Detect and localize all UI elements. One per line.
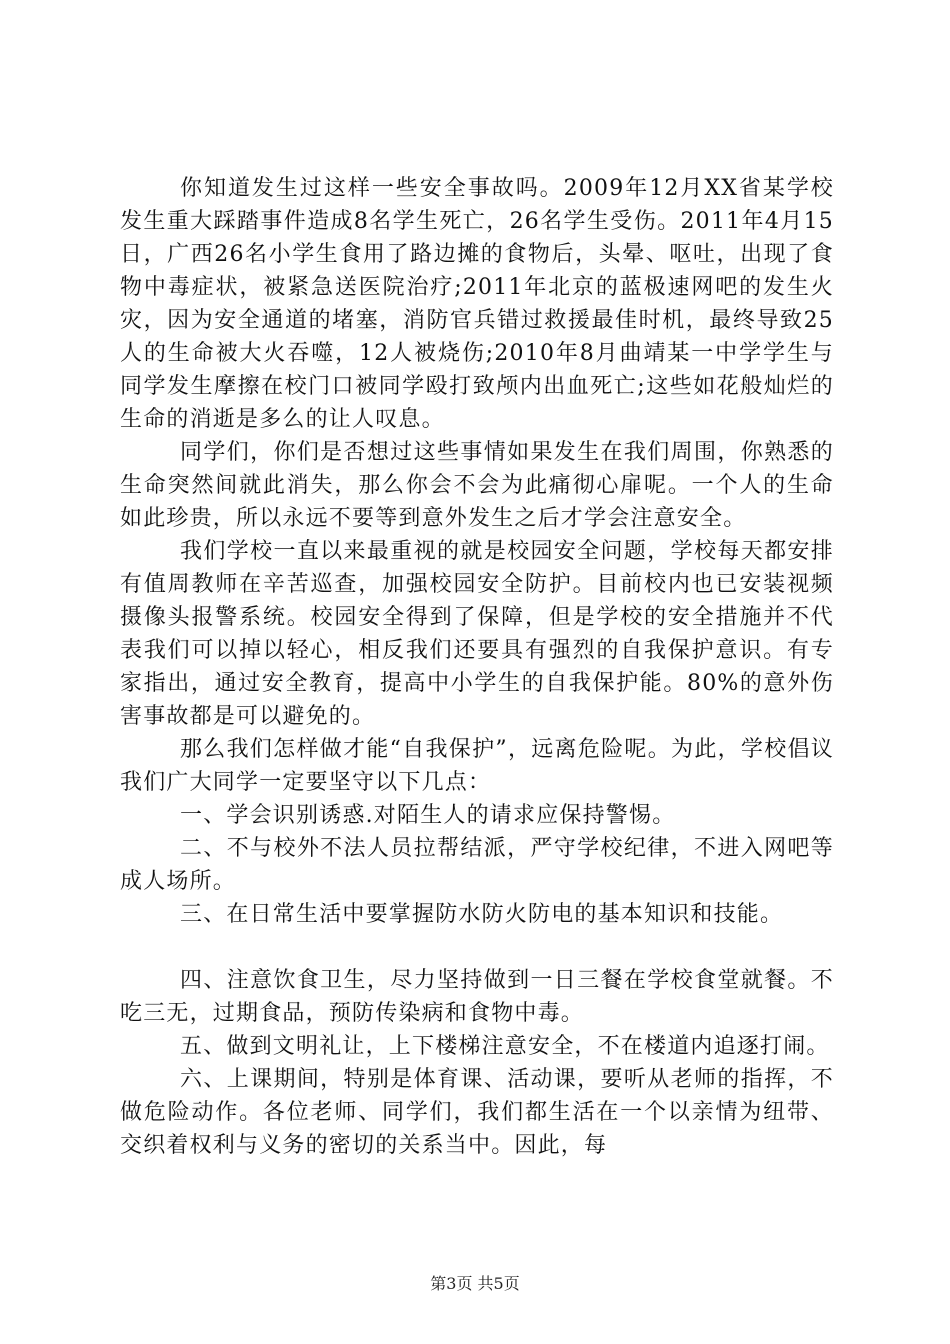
list-item-2: 二、不与校外不法人员拉帮结派，严守学校纪律，不进入网吧等成人场所。 xyxy=(120,836,834,894)
paragraph-safety-incidents: 你知道发生过这样一些安全事故吗。2009年12月XX省某学校发生重大踩踏事件造成8名学生死亡，26名学生受伤。2011年4月15日，广西26名小学生食用了路边摊的食物后，头晕、呕吐，出现了食物中毒症状，被紧急送医院治疗;2011年北京的蓝极速网吧的发生火灾，因为安全通道的堵塞，消防官兵错过救援最佳时机，最终导致25人的生命被大火吞噬，12人被烧伤;2010年8月曲靖某一中学学生与同学发生摩擦在校门口被同学殴打致颅内出血死亡;这些如花般灿烂的生命的消逝是多么的让人叹息。 xyxy=(120,176,834,432)
paragraph-school-safety: 我们学校一直以来最重视的就是校园安全问题，学校每天都安排有值周教师在辛苦巡查，加强校园安全防护。目前校内也已安装视频摄像头报警系统。校园安全得到了保障，但是学校的安全措施并不代表我们可以掉以轻心，相反我们还要具有强烈的自我保护意识。有专家指出，通过安全教育，提高中小学生的自我保护能。80%的意外伤害事故都是可以避免的。 xyxy=(120,539,834,729)
page-footer: 第3页 共5页 xyxy=(430,1274,520,1293)
list-item-6: 六、上课期间，特别是体育课、活动课，要听从老师的指挥，不做危险动作。各位老师、同学们，我们都生活在一个以亲情为纽带、交织着权利与义务的密切的关系当中。因此，每 xyxy=(120,1067,834,1158)
list-item-5: 五、做到文明礼让，上下楼梯注意安全，不在楼道内追逐打闹。 xyxy=(180,1034,830,1059)
list-item-3: 三、在日常生活中要掌握防水防火防电的基本知识和技能。 xyxy=(180,902,784,927)
list-item-4: 四、注意饮食卫生，尽力坚持做到一日三餐在学校食堂就餐。不吃三无，过期食品，预防传染病和食物中毒。 xyxy=(120,968,834,1026)
list-item-1: 一、学会识别诱惑.对陌生人的请求应保持警惕。 xyxy=(180,803,676,828)
document-body xyxy=(120,172,834,1162)
paragraph-self-protection: 那么我们怎样做才能“自我保护”，远离危险呢。为此，学校倡议我们广大同学一定要坚守以下几点： xyxy=(120,737,834,795)
paragraph-classmates-question: 同学们，你们是否想过这些事情如果发生在我们周围，你熟悉的生命突然间就此消失，那么你会不会为此痛彻心扉呢。一个人的生命如此珍贵，所以永远不要等到意外发生之后才学会注意安全。 xyxy=(120,440,834,531)
